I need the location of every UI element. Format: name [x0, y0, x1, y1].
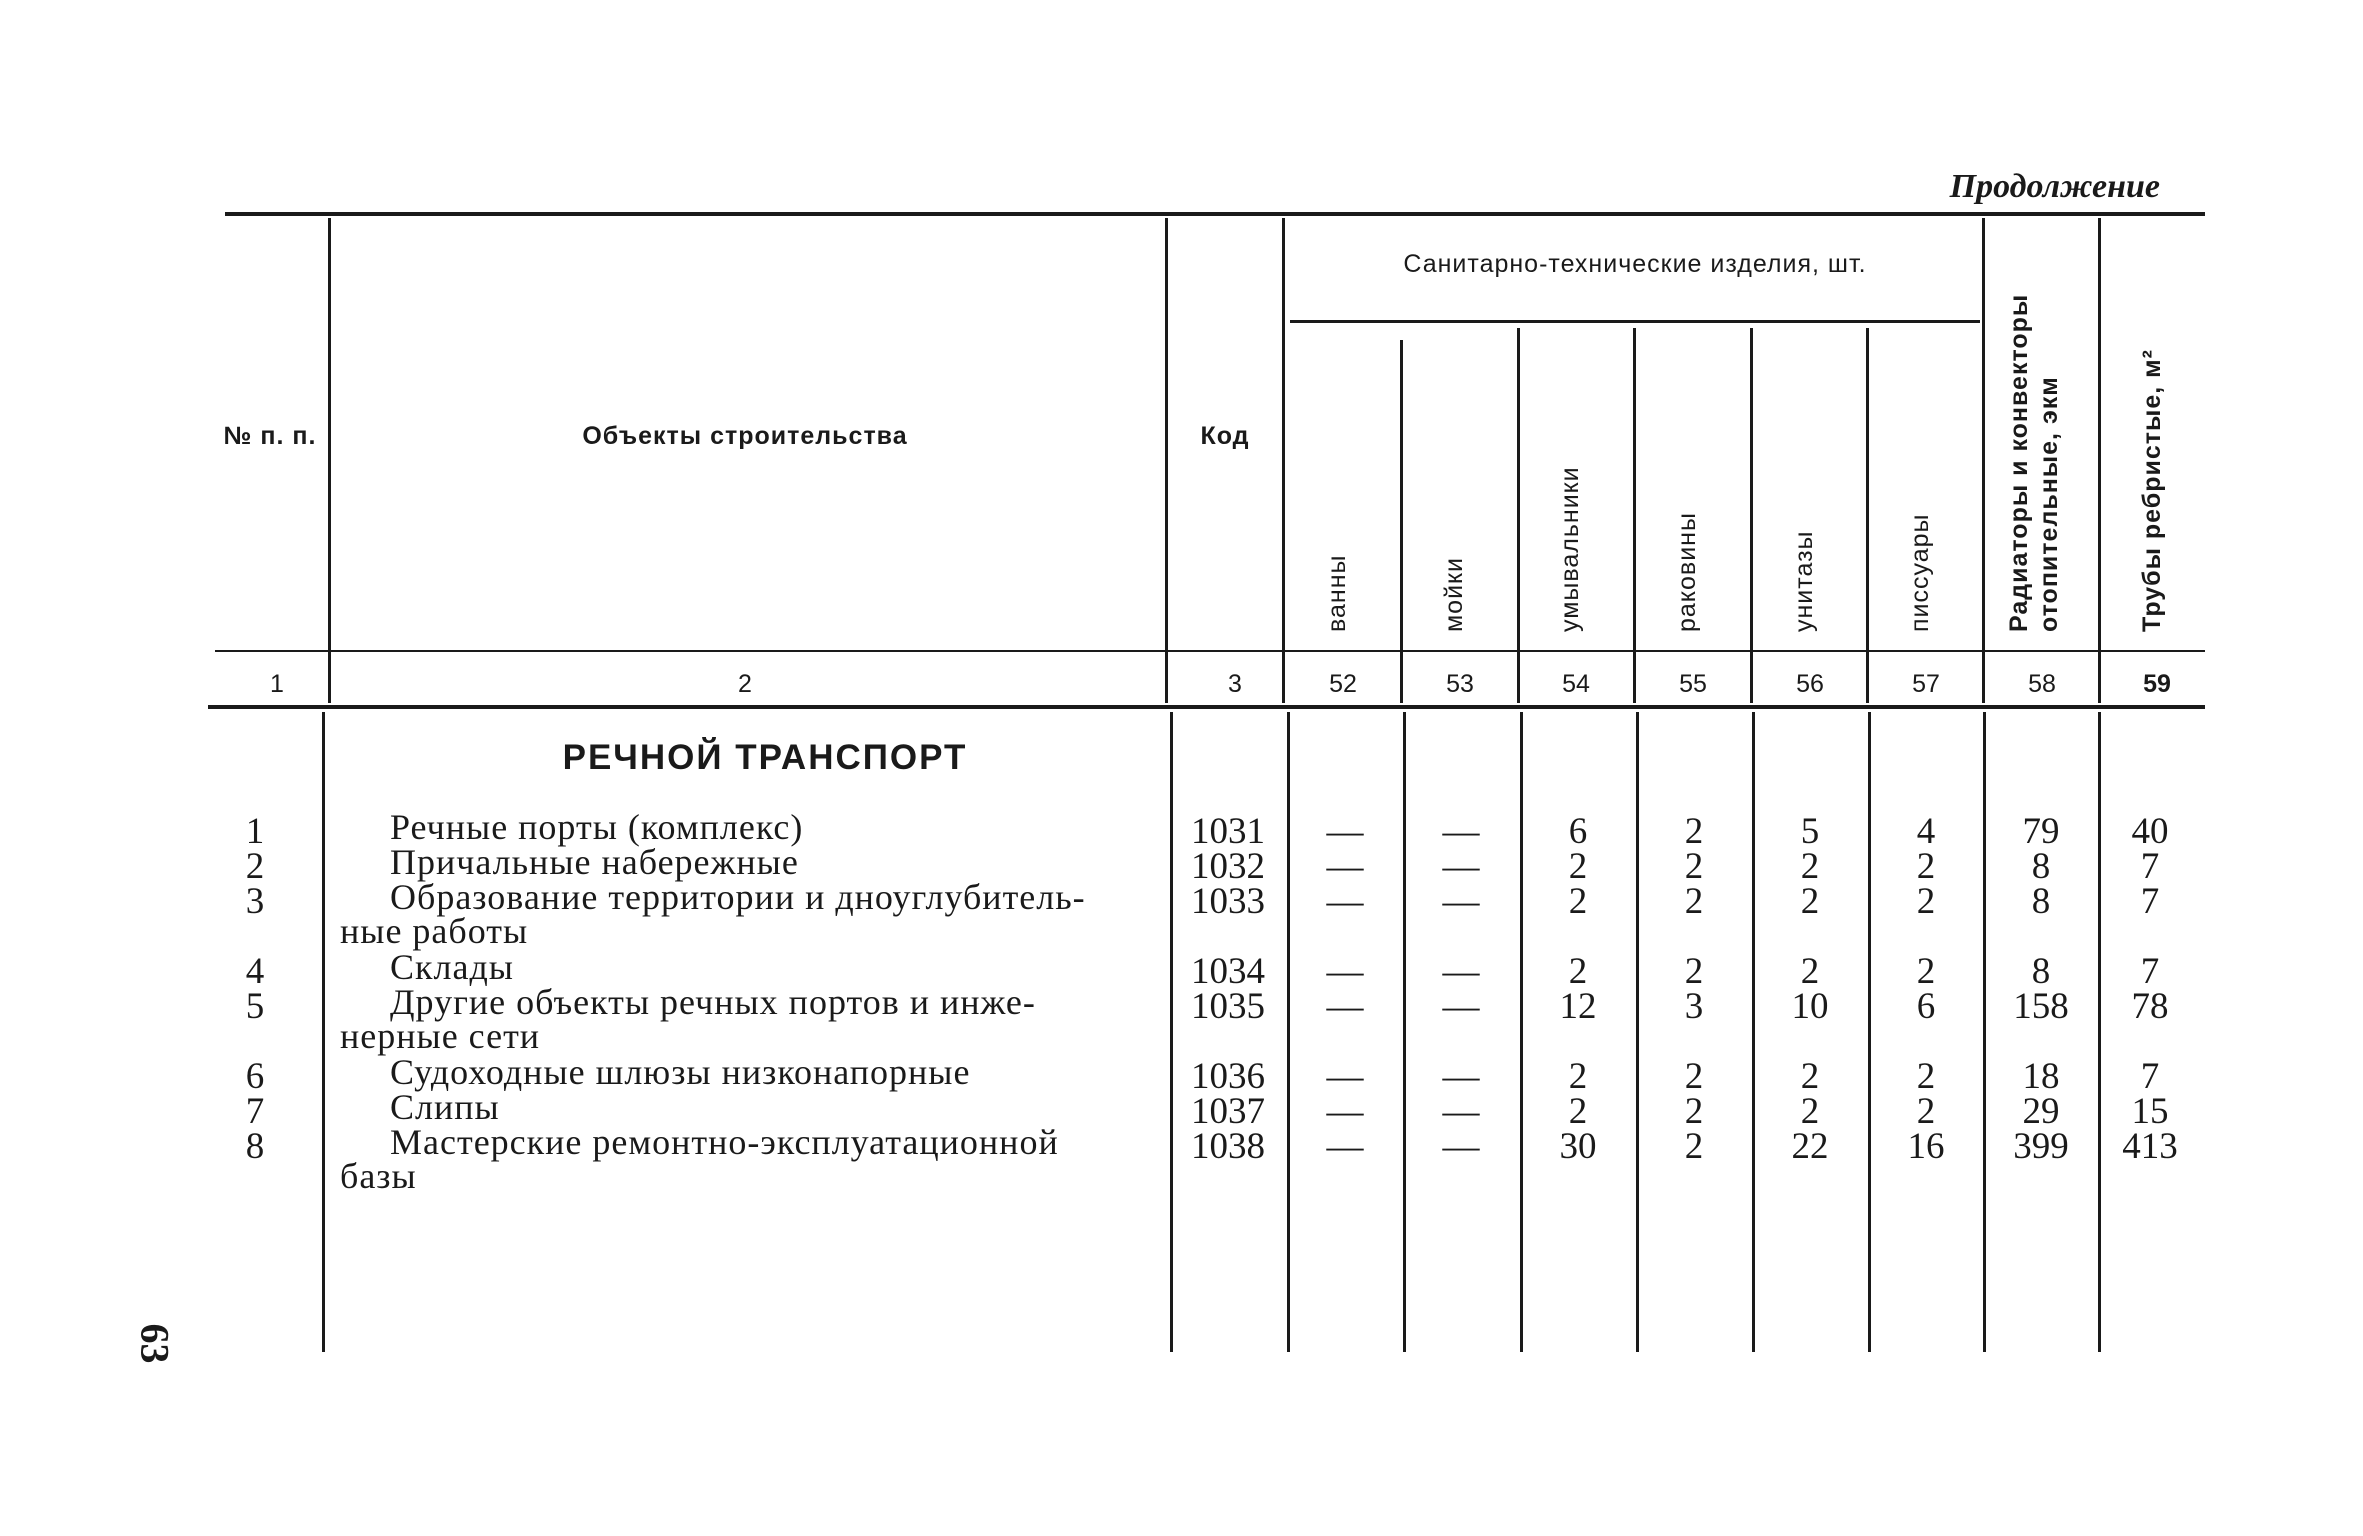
basins-cell: 2 [1684, 951, 1704, 992]
col-rule-7 [1750, 328, 1753, 703]
continuation-label: Продолжение [1949, 168, 2160, 205]
section-title: РЕЧНОЙ ТРАНСПОРТ [562, 738, 968, 777]
object-name [340, 842, 1150, 882]
body-rule-7 [1752, 712, 1755, 1352]
toilets-cell: 2 [1800, 951, 1820, 992]
object-name-line1: Слипы [390, 1087, 500, 1127]
toilets-cell: 2 [1800, 881, 1820, 922]
header-sanitary-group: Санитарно-технические изделия, шт. [1403, 250, 1867, 278]
pipes-cell: 7 [2140, 846, 2160, 887]
object-name-line1: Речные порты (комплекс) [390, 807, 804, 847]
pipes-cell: 7 [2140, 951, 2160, 992]
object-name-line1: Склады [390, 947, 514, 987]
urinals-cell: 2 [1916, 846, 1936, 887]
col-rule-4 [1400, 340, 1403, 703]
row-number: 1 [245, 811, 265, 852]
code-cell: 1036 [1191, 1056, 1265, 1097]
sinks-cell: — [1442, 1091, 1480, 1132]
body-rule-8 [1868, 712, 1871, 1352]
baths-cell: — [1326, 1126, 1364, 1167]
basins-cell: 2 [1684, 881, 1704, 922]
body-rule-5 [1520, 712, 1523, 1352]
basins-cell: 2 [1684, 1126, 1704, 1167]
radiators-cell: 8 [2031, 881, 2051, 922]
radiators-cell: 158 [2013, 986, 2069, 1027]
radiators-cell: 399 [2013, 1126, 2069, 1167]
code-cell: 1037 [1191, 1091, 1265, 1132]
body-rule-9 [1983, 712, 1986, 1352]
toilets-cell: 10 [1791, 986, 1829, 1027]
header-code: Код [1200, 422, 1250, 450]
pipes-cell: 15 [2131, 1091, 2169, 1132]
baths-cell: — [1326, 846, 1364, 887]
object-name [340, 1087, 1150, 1127]
sinks-cell: — [1442, 1056, 1480, 1097]
object-name-line2: ные работы [340, 911, 529, 951]
column-number: 54 [1562, 670, 1590, 698]
urinals-cell: 2 [1916, 881, 1936, 922]
radiators-cell: 8 [2031, 846, 2051, 887]
object-name-line1: Другие объекты речных портов и инже- [390, 982, 1036, 1022]
column-number: 3 [1228, 670, 1242, 698]
toilets-cell: 2 [1800, 1056, 1820, 1097]
washbasins-cell: 2 [1568, 1091, 1588, 1132]
object-name [340, 1052, 1150, 1092]
column-number: 59 [2143, 670, 2171, 698]
sinks-cell: — [1442, 846, 1480, 887]
col-rule-3 [1282, 218, 1285, 703]
body-rule-10 [2098, 712, 2101, 1352]
sanitary-group-rule [1290, 320, 1980, 323]
pipes-cell: 7 [2140, 881, 2160, 922]
basins-cell: 2 [1684, 846, 1704, 887]
row-number: 2 [245, 846, 265, 887]
baths-cell: — [1326, 1056, 1364, 1097]
col-rule-10 [2098, 218, 2101, 703]
sinks-cell: — [1442, 811, 1480, 852]
radiators-cell: 79 [2022, 811, 2060, 852]
col-rule-2 [1165, 218, 1168, 703]
header-baths: ванны [1323, 554, 1351, 632]
header-urinals: писсуары [1906, 513, 1934, 632]
row-number: 4 [245, 951, 265, 992]
sinks-cell: — [1442, 986, 1480, 1027]
column-number: 52 [1329, 670, 1357, 698]
washbasins-cell: 2 [1568, 1056, 1588, 1097]
object-name [340, 982, 1150, 1056]
header-no: № п. п. [223, 422, 317, 450]
toilets-cell: 5 [1800, 811, 1820, 852]
object-name-line1: Причальные набережные [390, 842, 799, 882]
column-number: 1 [270, 670, 284, 698]
urinals-cell: 4 [1916, 811, 1936, 852]
column-numbers-rule [208, 705, 2205, 709]
pipes-cell: 7 [2140, 1056, 2160, 1097]
basins-cell: 2 [1684, 811, 1704, 852]
body-rule-2 [1170, 712, 1173, 1352]
toilets-cell: 2 [1800, 846, 1820, 887]
code-cell: 1033 [1191, 881, 1265, 922]
column-number: 58 [2028, 670, 2056, 698]
code-cell: 1032 [1191, 846, 1265, 887]
page-number: 63 [132, 1323, 178, 1364]
toilets-cell: 22 [1791, 1126, 1829, 1167]
header-basins: раковины [1673, 512, 1701, 632]
header-toilets: унитазы [1790, 530, 1818, 632]
baths-cell: — [1326, 811, 1364, 852]
baths-cell: — [1326, 986, 1364, 1027]
basins-cell: 2 [1684, 1056, 1704, 1097]
baths-cell: — [1326, 951, 1364, 992]
urinals-cell: 2 [1916, 951, 1936, 992]
header-objects: Объекты строительства [582, 422, 908, 450]
header-washbasins: умывальники [1556, 466, 1584, 632]
object-name-line1: Образование территории и дноуглубитель- [390, 877, 1086, 917]
row-number: 5 [245, 986, 265, 1027]
header-radiators-line1: Радиаторы и конвекторы [2005, 293, 2033, 632]
baths-cell: — [1326, 881, 1364, 922]
washbasins-cell: 6 [1568, 811, 1588, 852]
col-rule-9 [1982, 218, 1985, 703]
baths-cell: — [1326, 1091, 1364, 1132]
code-cell: 1034 [1191, 951, 1265, 992]
sinks-cell: — [1442, 951, 1480, 992]
row-number: 7 [245, 1091, 265, 1132]
code-cell: 1035 [1191, 986, 1265, 1027]
column-number: 2 [738, 670, 752, 698]
washbasins-cell: 2 [1568, 846, 1588, 887]
table-top-rule [225, 212, 2205, 216]
sinks-cell: — [1442, 1126, 1480, 1167]
washbasins-cell: 2 [1568, 881, 1588, 922]
urinals-cell: 2 [1916, 1091, 1936, 1132]
washbasins-cell: 2 [1568, 951, 1588, 992]
col-rule-5 [1517, 328, 1520, 703]
radiators-cell: 29 [2022, 1091, 2060, 1132]
row-number: 8 [245, 1126, 265, 1167]
object-name-line1: Судоходные шлюзы низконапорные [390, 1052, 971, 1092]
body-rule-3 [1287, 712, 1290, 1352]
column-number: 56 [1796, 670, 1824, 698]
column-number: 55 [1679, 670, 1707, 698]
washbasins-cell: 12 [1559, 986, 1597, 1027]
body-rule-1 [322, 712, 325, 1352]
code-cell: 1038 [1191, 1126, 1265, 1167]
washbasins-cell: 30 [1559, 1126, 1597, 1167]
pipes-cell: 40 [2131, 811, 2169, 852]
radiators-cell: 18 [2022, 1056, 2060, 1097]
object-name [340, 947, 1150, 987]
object-name [340, 807, 1150, 847]
column-number: 57 [1912, 670, 1940, 698]
urinals-cell: 16 [1907, 1126, 1945, 1167]
column-number: 53 [1446, 670, 1474, 698]
pipes-cell: 413 [2122, 1126, 2178, 1167]
basins-cell: 2 [1684, 1091, 1704, 1132]
object-name-line2: базы [340, 1156, 417, 1196]
row-number: 3 [245, 881, 265, 922]
object-name-line1: Мастерские ремонтно-эксплуатационной [390, 1122, 1059, 1162]
object-name [340, 1122, 1150, 1196]
object-name [340, 877, 1150, 951]
radiators-cell: 8 [2031, 951, 2051, 992]
sinks-cell: — [1442, 881, 1480, 922]
body-rule-4 [1403, 712, 1406, 1352]
urinals-cell: 2 [1916, 1056, 1936, 1097]
pipes-cell: 78 [2131, 986, 2169, 1027]
col-rule-8 [1866, 328, 1869, 703]
row-number: 6 [245, 1056, 265, 1097]
body-rule-6 [1636, 712, 1639, 1352]
header-radiators-line2: отопительные, экм [2035, 376, 2063, 632]
urinals-cell: 6 [1916, 986, 1936, 1027]
basins-cell: 3 [1684, 986, 1704, 1027]
object-name-line2: нерные сети [340, 1016, 541, 1056]
header-sinks: мойки [1440, 557, 1468, 632]
col-rule-1 [328, 218, 331, 703]
header-bottom-rule [215, 650, 2205, 652]
col-rule-6 [1633, 328, 1636, 703]
code-cell: 1031 [1191, 811, 1265, 852]
header-pipes: Трубы ребристые, м² [2138, 349, 2166, 632]
toilets-cell: 2 [1800, 1091, 1820, 1132]
